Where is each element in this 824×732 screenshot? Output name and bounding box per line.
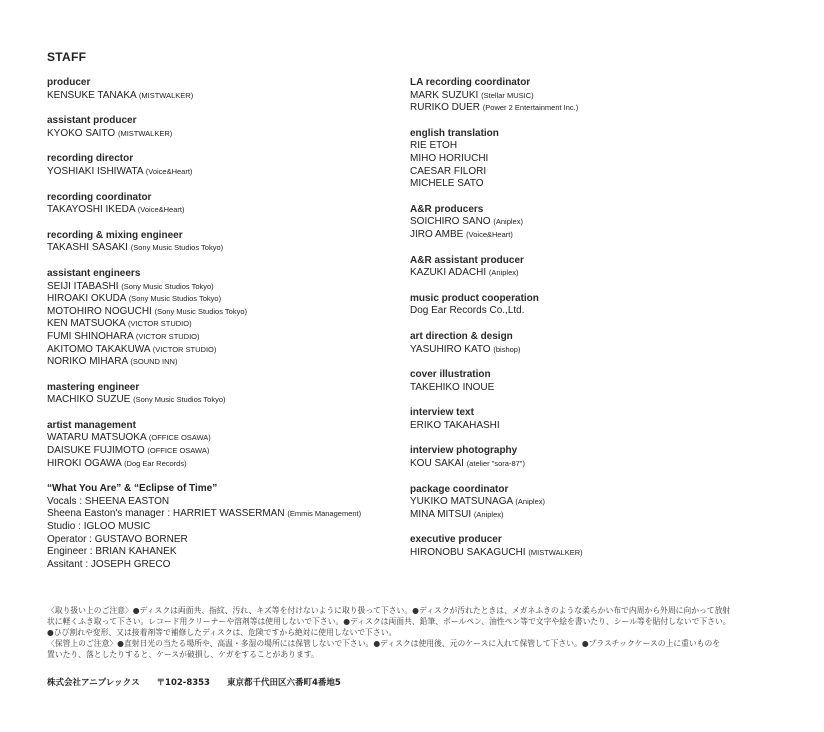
credit-line <box>47 166 397 179</box>
song-title: “What You Are” & “Eclipse of Time” <box>47 483 218 495</box>
credit-line <box>410 216 800 229</box>
credit-name: Dog Ear Records Co.,Ltd. <box>410 305 525 317</box>
credit-name: YOSHIAKI ISHIWATA <box>47 165 143 177</box>
credit-group <box>410 255 800 280</box>
note-line: 〈保管上のご注意〉●直射日光の当たる場所や、高温・多湿の場所には保管しないで下さい。●ディスクは使用後、元のケースに入れて保管して下さい。●プラスチックケースの上に重いものを <box>47 639 721 648</box>
credit-role: recording director <box>47 153 134 165</box>
credit-name: HIROAKI OKUDA <box>47 293 126 305</box>
credit-line <box>47 559 397 572</box>
credit-name: KENSUKE TANAKA <box>47 89 137 101</box>
credit-affiliation: (Voice&Heart) <box>466 229 513 239</box>
credit-name: KYOKO SAITO <box>47 127 116 139</box>
company-postal: 〒102-8353 <box>156 678 210 688</box>
credit-affiliation: (SOUND INN) <box>130 357 178 367</box>
credit-name: RURIKO DUER <box>410 102 481 114</box>
credit-name: KAZUKI ADACHI <box>410 267 487 279</box>
credit-line <box>47 281 397 294</box>
credit-role: artist management <box>47 419 136 431</box>
credit-line <box>47 331 397 344</box>
credit-affiliation: (Sony Music Studios Tokyo) <box>121 281 214 291</box>
credit-line <box>47 356 397 369</box>
credit-name: ERIKO TAKAHASHI <box>410 419 500 431</box>
credit-line <box>47 496 397 509</box>
credit-group <box>47 192 397 217</box>
credit-line <box>47 318 397 331</box>
credit-name: KOU SAKAI <box>410 458 464 470</box>
credit-affiliation: (Stellar MUSIC) <box>481 90 534 100</box>
credit-line <box>47 394 397 407</box>
credit-name: MARK SUZUKI <box>410 89 479 101</box>
credit-line <box>47 344 397 357</box>
credit-name: KEN MATSUOKA <box>47 318 126 330</box>
credit-affiliation: (Voice&Heart) <box>137 205 185 215</box>
song-credits <box>47 483 397 571</box>
credit-line <box>410 90 800 103</box>
credit-line <box>410 153 800 166</box>
credit-line <box>47 508 397 521</box>
credit-group <box>410 369 800 394</box>
credit-line <box>410 305 800 318</box>
credit-group <box>410 77 800 115</box>
credit-affiliation: (Aniplex) <box>488 268 519 278</box>
credit-role: package coordinator <box>410 483 509 495</box>
credit-group <box>410 293 800 318</box>
left-credits-column <box>47 77 397 584</box>
company-address: 東京都千代田区六番町4番地5 <box>226 678 341 688</box>
credit-affiliation: (VICTOR STUDIO) <box>152 344 217 354</box>
credit-affiliation: (Dog Ear Records) <box>124 458 187 468</box>
credit-affiliation: (Sony Music Studios Tokyo) <box>128 294 222 304</box>
credit-line <box>410 382 800 395</box>
credit-affiliation: (Aniplex) <box>515 497 545 507</box>
credit-line <box>47 242 397 255</box>
credit-name: MOTOHIRO NOGUCHI <box>47 305 152 317</box>
credit-group <box>410 445 800 470</box>
company-name: 株式会社アニプレックス <box>47 678 140 688</box>
credit-line <box>47 293 397 306</box>
credit-affiliation: (OFFICE OSAWA) <box>148 433 211 443</box>
credit-role: LA recording coordinator <box>410 77 531 88</box>
credit-name: TAKAYOSHI IKEDA <box>47 204 135 216</box>
credit-role: cover illustration <box>410 369 491 381</box>
credit-name: DAISUKE FUJIMOTO <box>47 445 145 457</box>
credit-group <box>410 331 800 356</box>
credit-name: MICHELE SATO <box>410 178 484 190</box>
credit-role: mastering engineer <box>47 381 140 393</box>
credit-role: english translation <box>410 127 499 139</box>
credit-line <box>410 102 800 115</box>
right-credits-column <box>410 77 800 573</box>
credit-name: TAKEHIKO INOUE <box>410 381 495 393</box>
credit-affiliation: (Sony Music Studios Tokyo) <box>133 395 226 405</box>
credit-line <box>47 445 397 458</box>
credit-line <box>47 90 397 103</box>
credit-line <box>410 229 800 242</box>
note-line: 〈取り扱い上のご注意〉●ディスクは両面共、指紋、汚れ、キズ等を付けないように取り扱って下さい。●ディスクが汚れたときは、メガネふきのような柔らかい布で内周から外周に向かって放射 <box>47 606 731 615</box>
credit-line <box>47 521 397 534</box>
credit-affiliation: (Emmis Management) <box>287 509 362 519</box>
note-line: 置いたり、落としたりすると、ケースが破損し、ケガをすることがあります。 <box>47 650 319 659</box>
credit-name: WATARU MATSUOKA <box>47 432 147 444</box>
credit-group <box>47 420 397 470</box>
company-info <box>47 676 355 688</box>
credit-name: RIE ETOH <box>410 140 458 152</box>
note-line: ●ひび割れや変形、又は接着剤等で補修したディスクは、危険ですから絶対に使用しないで下さい。 <box>47 628 397 637</box>
credit-line <box>410 178 800 191</box>
credit-line <box>47 128 397 141</box>
credit-line <box>410 140 800 153</box>
handling-notes <box>47 605 787 660</box>
credit-group <box>410 407 800 432</box>
credit-name: MINA MITSUI <box>410 508 472 520</box>
page-title: STAFF <box>47 50 87 64</box>
credit-line <box>410 509 800 522</box>
credit-name: Sheena Easton's manager : HARRIET WASSERMAN <box>47 508 285 520</box>
credit-name: Assitant : JOSEPH GRECO <box>47 558 171 570</box>
credit-name: AKITOMO TAKAKUWA <box>47 343 150 355</box>
credit-name: SEIJI ITABASHI <box>47 280 119 292</box>
credit-group <box>47 115 397 140</box>
credit-group <box>47 268 397 369</box>
credit-name: HIROKI OGAWA <box>47 457 122 469</box>
credit-affiliation: (Voice&Heart) <box>145 166 193 176</box>
credit-line <box>47 458 397 471</box>
credit-name: HIRONOBU SAKAGUCHI <box>410 547 526 559</box>
credit-name: CAESAR FILORI <box>410 165 487 177</box>
credit-group <box>47 382 397 407</box>
credit-line <box>47 306 397 319</box>
credit-name: YASUHIRO KATO <box>410 343 491 355</box>
credit-line <box>410 547 800 560</box>
credit-role: executive producer <box>410 534 502 546</box>
credit-group <box>410 484 800 522</box>
credit-role: producer <box>47 77 91 88</box>
credit-role: assistant producer <box>47 115 137 127</box>
credit-name: NORIKO MIHARA <box>47 356 128 368</box>
credit-group <box>47 230 397 255</box>
credit-affiliation: (VICTOR STUDIO) <box>135 331 200 341</box>
credit-role: assistant engineers <box>47 267 141 279</box>
credit-line <box>47 204 397 217</box>
credit-role: interview text <box>410 407 474 419</box>
credit-role: music product cooperation <box>410 292 539 304</box>
credit-affiliation: (OFFICE OSAWA) <box>147 446 210 456</box>
credit-line <box>410 344 800 357</box>
credit-line <box>410 267 800 280</box>
credit-affiliation: (atelier "sora-87") <box>466 459 525 469</box>
credit-role: A&R producers <box>410 203 484 215</box>
credit-name: Engineer : BRIAN KAHANEK <box>47 546 177 558</box>
credit-group <box>410 204 800 242</box>
credit-line <box>410 420 800 433</box>
credit-group <box>47 77 397 102</box>
credit-affiliation: (MISTWALKER) <box>138 90 194 100</box>
credit-role: art direction & design <box>410 330 513 342</box>
credit-affiliation: (bishop) <box>493 344 521 354</box>
credit-group <box>410 128 800 191</box>
note-line: 状に軽くふき取って下さい。レコード用クリーナーや溶剤等は使用しないで下さい。●ディスクは両面共、鉛筆、ボールペン、油性ペン等で文字や絵を書いたり、シール等を貼付しないで下さい。 <box>47 617 731 626</box>
credit-line <box>410 166 800 179</box>
credit-affiliation: (Aniplex) <box>473 509 504 519</box>
credit-line <box>47 534 397 547</box>
credit-role: A&R assistant producer <box>410 254 524 266</box>
credit-name: FUMI SHINOHARA <box>47 330 134 342</box>
credit-line <box>47 432 397 445</box>
credit-name: JIRO AMBE <box>410 228 464 240</box>
credit-group <box>410 534 800 559</box>
credit-line <box>47 546 397 559</box>
credit-affiliation: (Sony Music Studios Tokyo) <box>154 306 248 316</box>
credit-role: recording coordinator <box>47 191 152 203</box>
credit-affiliation: (MISTWALKER) <box>528 548 583 558</box>
credit-affiliation: (Sony Music Studios Tokyo) <box>130 243 224 253</box>
credit-name: YUKIKO MATSUNAGA <box>410 496 513 508</box>
credit-name: MIHO HORIUCHI <box>410 152 489 164</box>
credit-name: Vocals : SHEENA EASTON <box>47 495 170 507</box>
credit-name: SOICHIRO SANO <box>410 216 491 228</box>
credit-role: recording & mixing engineer <box>47 229 183 241</box>
credit-affiliation: (Aniplex) <box>493 217 523 227</box>
credit-affiliation: (VICTOR STUDIO) <box>127 319 192 329</box>
credit-name: TAKASHI SASAKI <box>47 242 128 254</box>
credit-line <box>410 496 800 509</box>
credit-group <box>47 153 397 178</box>
credit-name: Studio : IGLOO MUSIC <box>47 521 151 533</box>
credit-line <box>410 458 800 471</box>
credit-name: MACHIKO SUZUE <box>47 394 131 406</box>
credit-affiliation: (Power 2 Entertainment Inc.) <box>482 103 579 113</box>
credit-role: interview photography <box>410 445 518 457</box>
credit-name: Operator : GUSTAVO BORNER <box>47 533 188 545</box>
credit-affiliation: (MISTWALKER) <box>117 128 173 138</box>
